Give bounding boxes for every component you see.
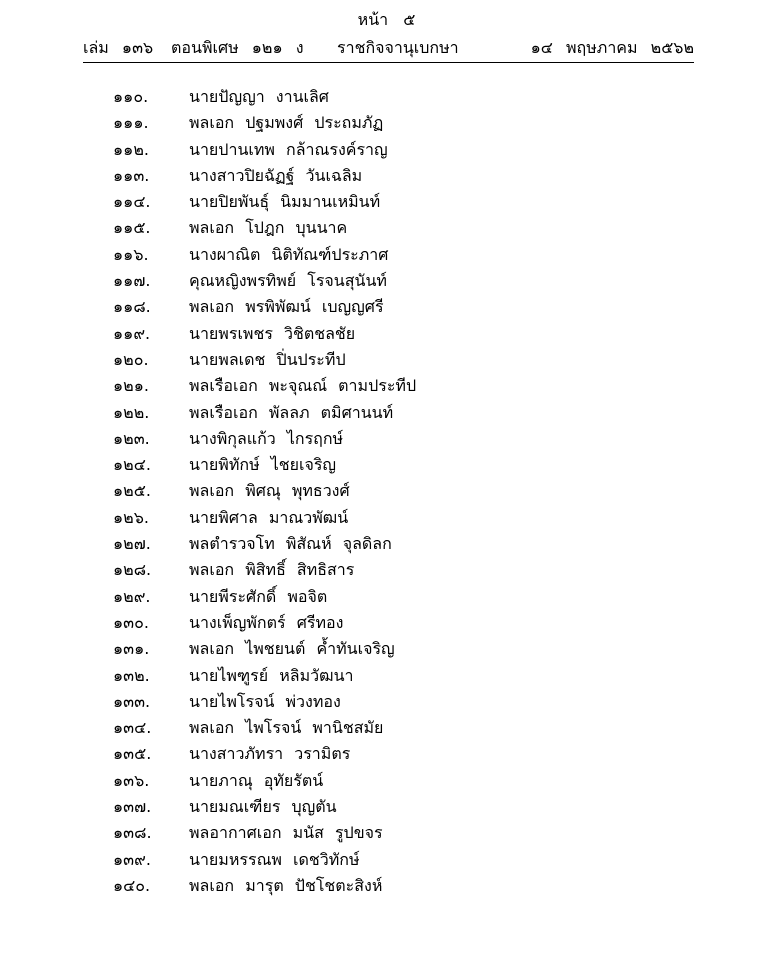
- publication-date: ๑๔ พฤษภาคม ๒๕๖๒: [530, 38, 694, 57]
- list-item: [113, 426, 416, 452]
- item-number: ๑๒๗.: [113, 534, 151, 554]
- item-name: นายปัญญา งานเลิศ: [189, 87, 329, 106]
- item-name: พลอากาศเอก มนัส รูปขจร: [189, 823, 383, 843]
- item-name: พลเอก โปฎก บุนนาค: [189, 218, 348, 238]
- item-number: ๑๔๐.: [113, 875, 151, 895]
- section-label: ตอนพิเศษ ๑๒๑ ง: [171, 38, 304, 57]
- list-item: [113, 137, 416, 163]
- list-item: [113, 110, 416, 136]
- list-item: [113, 189, 416, 215]
- list-item: [113, 215, 416, 241]
- item-name: นายปานเทพ กล้าณรงค์ราญ: [189, 139, 388, 159]
- item-name: นางเพ็ญพักตร์ ศรีทอง: [189, 612, 344, 632]
- item-number: ๑๑๔.: [113, 192, 151, 212]
- item-name: นายพิศาล มาณวพัฒน์: [189, 507, 349, 527]
- list-item: [113, 873, 416, 899]
- item-number: ๑๒๕.: [113, 481, 151, 501]
- item-name: พลตำรวจโท พิสัณห์ จุลดิลก: [189, 534, 392, 554]
- volume-label: เล่ม ๑๓๖: [83, 38, 154, 57]
- list-item: [113, 663, 416, 689]
- item-name: นายพีระศักดิ์ พอจิต: [189, 586, 328, 606]
- item-name: นายพลเดช ปิ่นประทีป: [189, 349, 346, 369]
- item-name: พลเอก พิสิทธิ์ สิทธิสาร: [189, 560, 355, 580]
- list-item: [113, 294, 416, 320]
- list-item: [113, 794, 416, 820]
- item-number: ๑๑๓.: [113, 165, 150, 185]
- item-number: ๑๑๘.: [113, 297, 151, 317]
- list-item: [113, 741, 416, 767]
- list-item: [113, 689, 416, 715]
- list-item: [113, 847, 416, 873]
- item-name: นายภาณุ อุทัยรัตน์: [189, 770, 324, 790]
- list-item: [113, 610, 416, 636]
- item-number: ๑๒๔.: [113, 455, 151, 475]
- item-name: นายปิยพันธุ์ นิมมานเหมินท์: [189, 192, 381, 212]
- list-item: [113, 163, 416, 189]
- item-name: นายพิทักษ์ ไชยเจริญ: [189, 455, 337, 475]
- item-number: ๑๒๓.: [113, 428, 150, 448]
- item-number: ๑๓๑.: [113, 639, 150, 659]
- list-item: [113, 452, 416, 478]
- item-number: ๑๓๕.: [113, 744, 152, 764]
- list-item: [113, 584, 416, 610]
- gazette-title: ราชกิจจานุเบกษา: [337, 38, 459, 57]
- item-name: นางพิกุลแก้ว ไกรฤกษ์: [189, 428, 344, 448]
- item-number: ๑๓๓.: [113, 691, 151, 711]
- item-name: นางสาวภัทรา วรามิตร: [189, 744, 351, 764]
- item-name: พลเอก มารุต ปัชโชตะสิงห์: [189, 875, 383, 895]
- item-name: พลเรือเอก พะจุณณ์ ตามประทีป: [189, 376, 417, 396]
- item-name: พลเอก พิศณุ พุทธวงศ์: [189, 481, 350, 501]
- item-number: ๑๑๗.: [113, 271, 151, 291]
- item-name: พลเอก ไพโรจน์ พานิชสมัย: [189, 718, 384, 738]
- item-name: คุณหญิงพรทิพย์ โรจนสุนันท์: [189, 271, 387, 291]
- item-number: ๑๓๒.: [113, 665, 150, 685]
- list-item: [113, 505, 416, 531]
- item-number: ๑๒๙.: [113, 586, 151, 606]
- list-item: [113, 400, 416, 426]
- list-item: [113, 478, 416, 504]
- name-list: [113, 84, 416, 899]
- item-name: พลเรือเอก พัลลภ ตมิศานนท์: [189, 402, 394, 422]
- item-number: ๑๓๖.: [113, 770, 150, 790]
- list-item: [113, 820, 416, 846]
- item-number: ๑๓๗.: [113, 797, 152, 817]
- item-number: ๑๑๖.: [113, 244, 149, 264]
- list-item: [113, 768, 416, 794]
- item-number: ๑๓๘.: [113, 823, 152, 843]
- item-name: นายพรเพชร วิชิตชลชัย: [189, 323, 356, 343]
- list-item: [113, 531, 416, 557]
- item-number: ๑๒๐.: [113, 349, 149, 369]
- item-name: พลเอก ไพชยนต์ ค้ำทันเจริญ: [189, 639, 395, 659]
- list-item: [113, 321, 416, 347]
- item-number: ๑๒๑.: [113, 376, 149, 396]
- gazette-header: [83, 38, 694, 58]
- item-name: นายมหรรณพ เดชวิทักษ์: [189, 849, 360, 869]
- item-number: ๑๓๐.: [113, 612, 149, 632]
- header-divider: [83, 62, 694, 63]
- page-number: หน้า ๕: [357, 10, 416, 29]
- list-item: [113, 557, 416, 583]
- item-name: นายมณเฑียร บุญตัน: [189, 797, 337, 817]
- item-name: พลเอก พรพิพัฒน์ เบญญศรี: [189, 297, 384, 317]
- item-number: ๑๑๐.: [113, 87, 149, 106]
- item-name: นายไพโรจน์ พ่วงทอง: [189, 691, 341, 711]
- list-item: [113, 242, 416, 268]
- item-number: ๑๓๙.: [113, 849, 151, 869]
- list-item: [113, 268, 416, 294]
- list-item: [113, 347, 416, 373]
- item-name: นางผาณิต นิติทัณฑ์ประภาศ: [189, 244, 389, 264]
- list-item: [113, 715, 416, 741]
- item-number: ๑๓๔.: [113, 718, 152, 738]
- item-number: ๑๒๘.: [113, 560, 152, 580]
- item-number: ๑๑๕.: [113, 218, 151, 238]
- item-name: นางสาวปิยฉัฏฐ์ วันเฉลิม: [189, 165, 363, 185]
- item-number: ๑๒๖.: [113, 507, 149, 527]
- item-number: ๑๑๒.: [113, 139, 149, 159]
- item-number: ๑๒๒.: [113, 402, 150, 422]
- list-item: [113, 84, 416, 110]
- item-name: นายไพฑูรย์ หลิมวัฒนา: [189, 665, 354, 685]
- item-number: ๑๑๑.: [113, 113, 149, 133]
- list-item: [113, 636, 416, 662]
- item-name: พลเอก ปฐมพงศ์ ประถมภัฏ: [189, 113, 384, 133]
- item-number: ๑๑๙.: [113, 323, 151, 343]
- list-item: [113, 373, 416, 399]
